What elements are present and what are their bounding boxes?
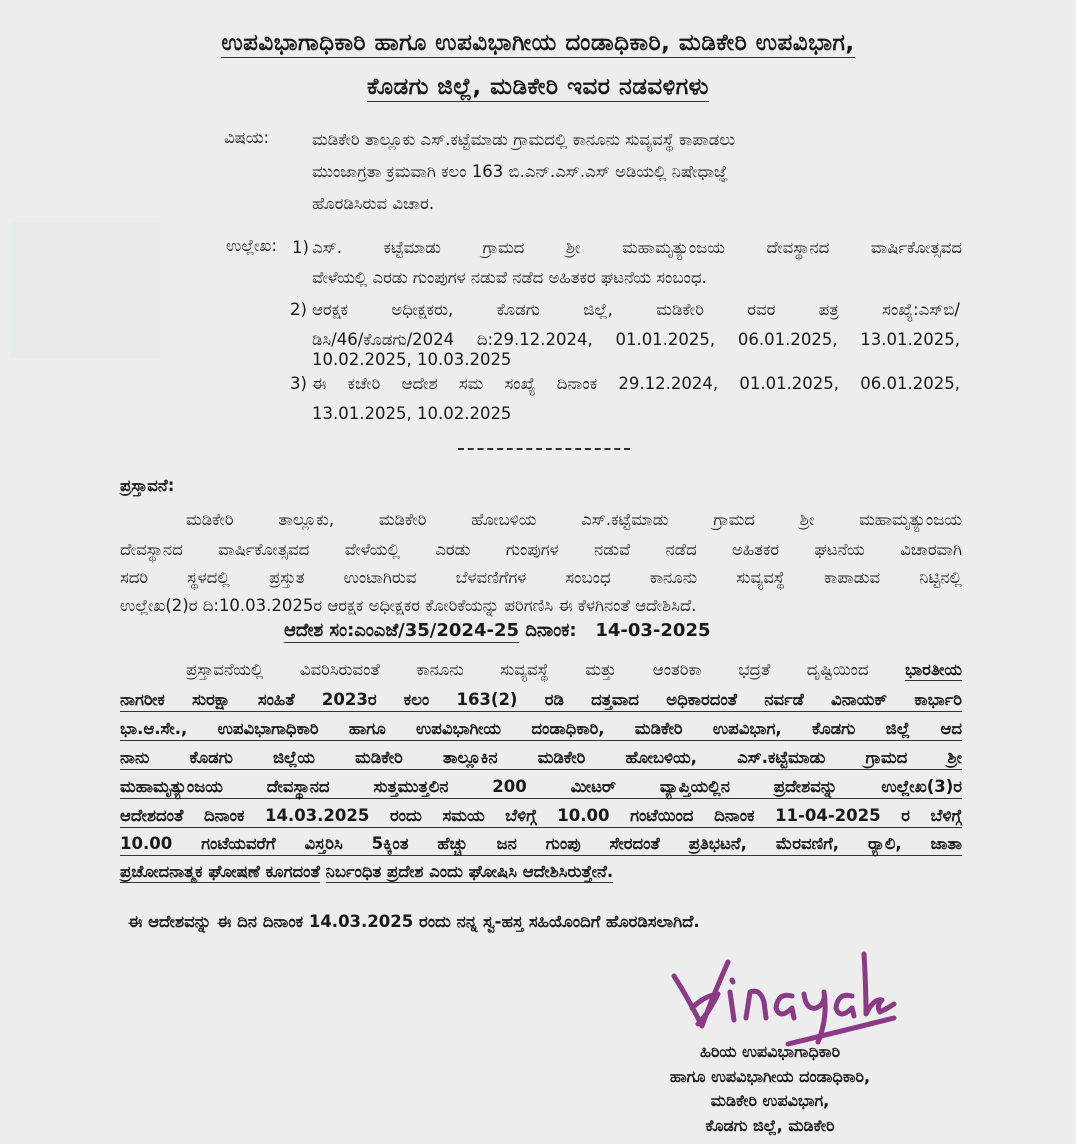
reference-1-number: 1): [292, 238, 309, 257]
order-date-label: ದಿನಾಂಕ:: [525, 620, 577, 641]
order-text-underlined: ಭಾರತೀಯ: [905, 660, 962, 679]
reference-text: ಎಸ್. ಕಟ್ಟೆಮಾಡು ಗ್ರಾಮದ ಶ್ರೀ ಮಹಾಮೃತ್ಯುಂಜಯ ದೇವಸ್ಥಾನದ ವಾರ್ಷಿಕೋತ್ಸವದ: [312, 238, 962, 257]
order-text-plain: ಪ್ರಸ್ತಾವನೆಯಲ್ಲಿ ವಿವರಿಸಿರುವಂತೆ ಕಾನೂನು ಸುವ್ಯವಸ್ಥೆ ಮತ್ತು ಆಂತರಿಕಾ ಭದ್ರತೆ ದೃಷ್ಟಿಯಿಂದ: [186, 660, 905, 679]
order-line-6: [120, 806, 962, 828]
reference-1-line-1: [312, 232, 962, 264]
document-title-line-2: [0, 74, 1076, 100]
order-line-3: [120, 719, 962, 741]
signatory-line-3: ಮಡಿಕೇರಿ ಉಪವಿಭಾಗ,: [710, 1091, 830, 1110]
signatory-line-1: ಹಿರಿಯ ಉಪವಿಭಾಗಾಧಿಕಾರಿ: [699, 1042, 841, 1061]
order-text-underlined: ನಾಗರೀಕ ಸುರಕ್ಷಾ ಸಂಹಿತೆ 2023ರ ಕಲಂ 163(2) ರಡಿ ದತ್ತವಾದ ಅಧಿಕಾರದಂತೆ ನರ್ವಡೆ ವಿನಾಯಕ್ ಕಾರ್ಭಾರಿ: [120, 690, 962, 712]
preface-text: ಮಡಿಕೇರಿ ತಾಲ್ಲೂಕು, ಮಡಿಕೇರಿ ಹೋಬಳಿಯ ಎಸ್.ಕಟ್ಟೆಮಾಡು ಗ್ರಾಮದ ಶ್ರೀ ಮಹಾಮೃತ್ಯುಂಜಯ: [186, 510, 962, 529]
subject-line-2: ಮುಂಜಾಗ್ರತಾ ಕ್ರಮವಾಗಿ ಕಲಂ 163 ಬಿ.ಎನ್.ಎಸ್.ಎಸ್ ಅಡಿಯಲ್ಲಿ ನಿಷೇಧಾಜ್ಞೆ: [312, 162, 729, 181]
order-heading: [284, 620, 711, 641]
signatory-line-4: ಕೊಡಗು ಜಿಲ್ಲೆ, ಮಡಿಕೇರಿ: [705, 1115, 835, 1135]
reference-text: ಈ ಕಚೇರಿ ಆದೇಶ ಸಮ ಸಂಖ್ಯೆ ದಿನಾಂಕ 29.12.2024, 01.01.2025, 06.01.2025,: [312, 374, 960, 393]
section-divider: [458, 448, 630, 450]
order-line-8: [120, 862, 613, 882]
order-line-7: [120, 834, 962, 856]
order-text-underlined: ನಾನು ಕೊಡಗು ಜಿಲ್ಲೆಯ ಮಡಿಕೇರಿ ತಾಲ್ಲೂಕಿನ ಮಡಿಕೇರಿ ಹೋಬಳಿಯ, ಎಸ್.ಕಟ್ಟೆಮಾಡು ಗ್ರಾಮದ ಶ್ರೀ: [120, 748, 962, 770]
references-label: ಉಲ್ಲೇಖ:: [226, 236, 277, 255]
preface-label: ಪ್ರಸ್ತಾವನೆ:: [120, 476, 175, 495]
signatory-block: [620, 1040, 920, 1138]
reference-3-number: 3): [290, 374, 307, 393]
preface-line-4: ಉಲ್ಲೇಖ(2)ರ ದಿ:10.03.2025ರ ಆರಕ್ಷಕ ಅಧೀಕ್ಷಕರ ಕೋರಿಕೆಯನ್ನು ಪರಿಗಣಿಸಿ ಈ ಕೆಳಗಿನಂತೆ ಆದೇಶಿಸಿದೆ.: [120, 596, 697, 615]
subject-line-3: ಹೊರಡಿಸಿರುವ ವಿಚಾರ.: [312, 194, 435, 213]
order-text-underlined: 10.00 ಗಂಟೆಯವರೆಗೆ ವಿಸ್ತರಿಸಿ 5ಕ್ಕಿಂತ ಹೆಚ್ಚು ಜನ ಗುಂಪು ಸೇರದಂತೆ ಪ್ರತಿಭಟನೆ, ಮೆರವಣಿಗೆ, ರ್‍ಯಾಲಿ, ಜಾತಾ: [120, 834, 962, 856]
preface-line-3: [120, 568, 962, 588]
preface-text: ದೇವಸ್ಥಾನದ ವಾರ್ಷಿಕೋತ್ಸವದ ವೇಳೆಯಲ್ಲಿ ಎರಡು ಗುಂಪುಗಳ ನಡುವೆ ನಡೆದ ಅಹಿತಕರ ಘಟನೆಯ ವಿಚಾರವಾಗಿ: [120, 540, 962, 559]
order-line-4: [120, 748, 962, 770]
order-text-gap: [320, 862, 326, 881]
title-text: ಉಪವಿಭಾಗಾಧಿಕಾರಿ ಹಾಗೂ ಉಪವಿಭಾಗೀಯ ದಂಡಾಧಿಕಾರಿ, ಮಡಿಕೇರಿ ಉಪವಿಭಾಗ,: [221, 30, 855, 56]
reference-3-line-1: [312, 368, 960, 400]
reference-2-line-3: 10.02.2025, 10.03.2025: [312, 350, 512, 369]
order-number: ಆದೇಶ ಸಂ:ಎಂಎಜೆ/35/2024-25: [284, 620, 519, 641]
reference-3-line-2: 13.01.2025, 10.02.2025: [312, 404, 512, 423]
signatory-line-2: ಹಾಗೂ ಉಪವಿಭಾಗೀಯ ದಂಡಾಧಿಕಾರಿ,: [669, 1066, 871, 1086]
order-line-5: [120, 777, 962, 799]
reference-2-number: 2): [290, 300, 307, 319]
background-artifact: [10, 222, 160, 358]
preface-text: ಸದರಿ ಸ್ಥಳದಲ್ಲಿ ಪ್ರಸ್ತುತ ಉಂಟಾಗಿರುವ ಬೆಳವಣಿಗೆಗಳ ಸಂಬಂಧ ಕಾನೂನು ಸುವ್ಯವಸ್ಥೆ ಕಾಪಾಡುವ ನಿಟ್ಟಿನಲ್ಲಿ: [120, 568, 962, 587]
order-text-underlined: ಆದೇಶದಂತೆ ದಿನಾಂಕ 14.03.2025 ರಂದು ಸಮಯ ಬೆಳಿಗ್ಗೆ 10.00 ಗಂಟೆಯಿಂದ ದಿನಾಂಕ 11-04-2025 ರ ಬೆಳಿಗ್ಗೆ: [120, 806, 962, 828]
order-text-underlined: ಪ್ರಚೋದನಾತ್ಮಕ ಘೋಷಣೆ ಕೂಗದಂತೆ: [120, 862, 320, 881]
order-text-underlined: ಮಹಾಮೃತ್ಯುಂಜಯ ದೇವಸ್ಥಾನದ ಸುತ್ತಮುತ್ತಲಿನ 200 ಮೀಟರ್ ವ್ಯಾಪ್ತಿಯಲ್ಲಿನ ಪ್ರದೇಶವನ್ನು ಉಲ್ಲೇಖ(3)ರ: [120, 777, 962, 799]
handwritten-signature: [668, 948, 898, 1048]
reference-2-line-1: [312, 294, 960, 326]
order-line-1: [186, 660, 962, 680]
closing-statement: ಈ ಆದೇಶವನ್ನು ಈ ದಿನ ದಿನಾಂಕ 14.03.2025 ರಂದು ನನ್ನ ಸ್ವ-ಹಸ್ತ ಸಹಿಯೊಂದಿಗೆ ಹೊರಡಿಸಲಾಗಿದೆ.: [128, 912, 700, 931]
order-text-underlined: ಭಾ.ಆ.ಸೇ., ಉಪವಿಭಾಗಾಧಿಕಾರಿ ಹಾಗೂ ಉಪವಿಭಾಗೀಯ ದಂಡಾಧಿಕಾರಿ, ಮಡಿಕೇರಿ ಉಪವಿಭಾಗ, ಕೊಡಗು ಜಿಲ್ಲೆ ಆದ: [120, 719, 962, 741]
order-text: [186, 660, 962, 680]
order-line-2: [120, 690, 962, 712]
preface-line-2: [120, 540, 962, 560]
order-date: 14-03-2025: [595, 620, 711, 641]
document-title-line-1: [0, 30, 1076, 56]
preface-line-1: [186, 510, 962, 530]
reference-text: ಆರಕ್ಷಕ ಅಧೀಕ್ಷಕರು, ಕೊಡಗು ಜಿಲ್ಲೆ, ಮಡಿಕೇರಿ ರವರ ಪತ್ರ ಸಂಖ್ಯೆ:ಎಸ್‌ಬಿ/: [312, 300, 960, 319]
subject-line-1: ಮಡಿಕೇರಿ ತಾಲ್ಲೂಕು ಎಸ್.ಕಟ್ಟೆಮಾಡು ಗ್ರಾಮದಲ್ಲಿ ಕಾನೂನು ಸುವ್ಯವಸ್ಥೆ ಕಾಪಾಡಲು: [312, 130, 736, 149]
subject-label: ವಿಷಯ:: [224, 128, 270, 147]
title-text: ಕೊಡಗು ಜಿಲ್ಲೆ, ಮಡಿಕೇರಿ ಇವರ ನಡವಳಿಗಳು: [367, 74, 709, 100]
reference-text: ಡಿಸಿ/46/ಕೊಡಗು/2024 ದಿ:29.12.2024, 01.01.2025, 06.01.2025, 13.01.2025,: [312, 330, 960, 349]
order-text-underlined: ನಿರ್ಬಂಧಿತ ಪ್ರದೇಶ ಎಂದು ಘೋಷಿಸಿ ಆದೇಶಿಸಿರುತ್ತೇನೆ.: [325, 862, 614, 881]
reference-1-line-2: ವೇಳೆಯಲ್ಲಿ ಎರಡು ಗುಂಪುಗಳ ನಡುವೆ ನಡೆದ ಅಹಿತಕರ ಘಟನೆಯ ಸಂಬಂಧ.: [312, 268, 707, 287]
